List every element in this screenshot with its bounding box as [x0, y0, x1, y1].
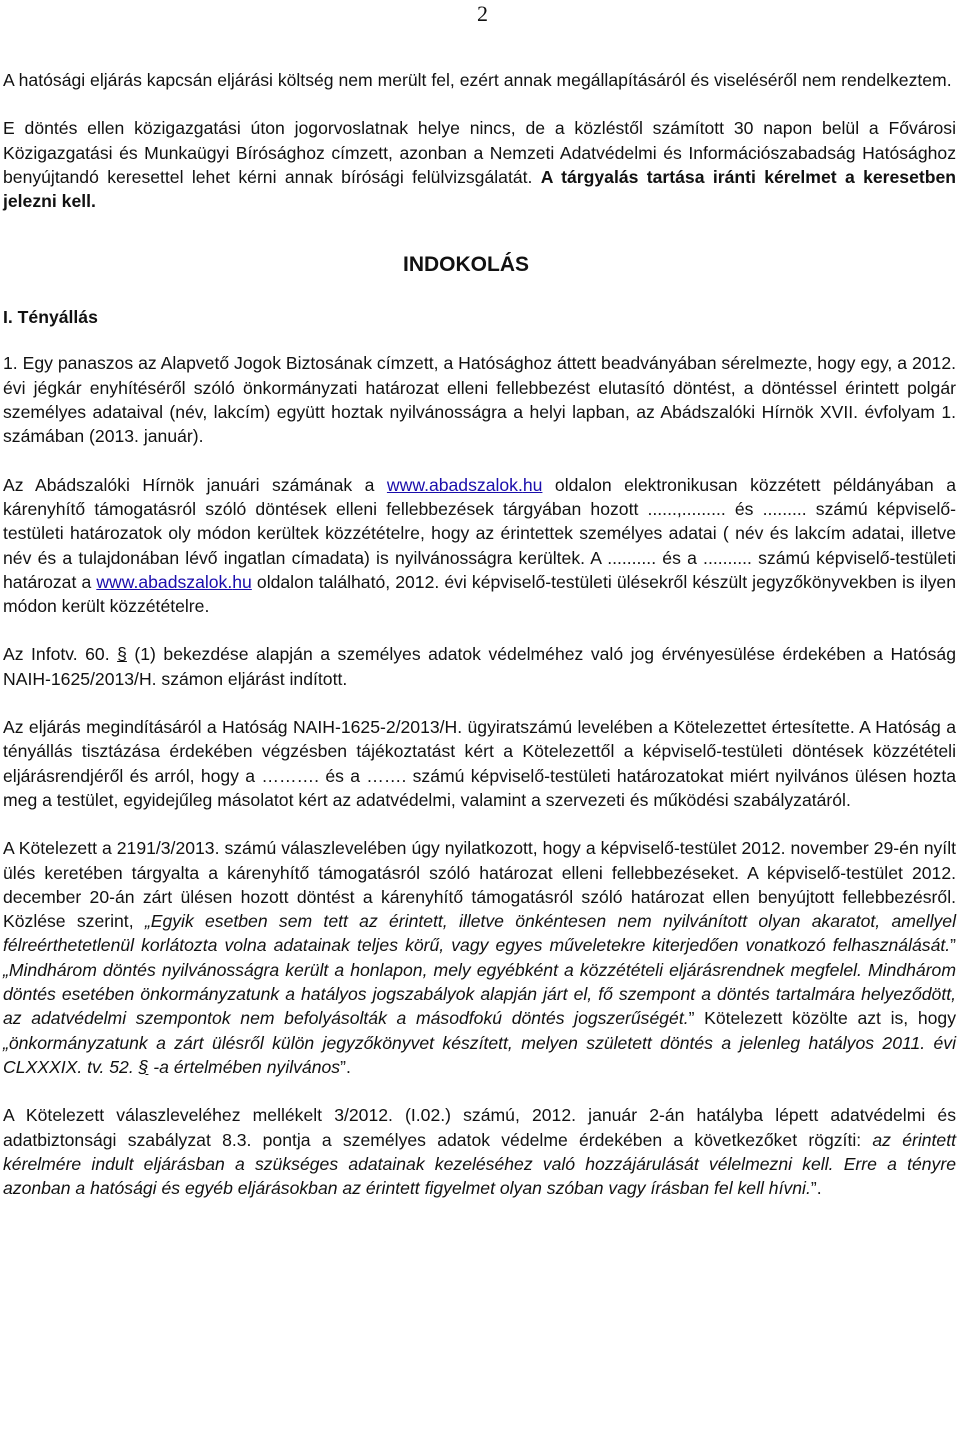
paragraph-response: A Kötelezett a 2191/3/2013. számú válaszlevelében úgy nyilatkozott, hogy a képviselő-testület 2012. november 29-én nyílt ülés keretében tárgyalta a kárenyhítő támogatásról szóló határozat elleni fellebbezéseket. A képviselő-testület 2012. december 20-án zárt ülésen hozott döntést a kárenyhítő támogatásról szóló határozat ellen benyújtott fellebbezésről. Közlése szerint, „Egyik esetben sem tett az érintett, illetve önkéntesen nem nyilvánított olyan akaratot, amellyel félreérthetetlenül korlátozta volna adatainak teljes körű, vagy egyes műveletekre kiterjedően vonatkozó felhasználását.” „Mindhárom döntés nyilvánosságra került a honlapon, mely egyébként a közzétételi eljárásrendnek megfelel. Mindhárom döntés esetében önkormányzatunk a hatályos jogszabályok alapján járt el, fő szempont a döntés tartalmára helyeződött, az adatvédelmi szempontok nem befolyásolták a másodfokú döntés jogszerűségét.” Kötelezett közölte azt is, hogy „önkormányzatunk a zárt ülésről külön jegyzőkönyvet készített, melyen született döntés a jelenleg hatályos 2011. évi CLXXXIX. tv. 52. § -a értelmében nyilvános”.	[3, 838, 956, 1077]
website-link-1[interactable]: www.abadszalok.hu	[386, 474, 543, 495]
paragraph-publication	[3, 473, 956, 619]
section-sign: §	[138, 1056, 149, 1077]
publication-text-b: oldalon elektronikusan közzétett példányában a kárenyhítő támogatásról szóló döntések elleni fellebbezések tárgyában hozott ......,......... és ......... számú képviselő-testületi határozatok oly módon kerültek közzétételre, hogy az érintettek személyes adatai ( név és lakcím adatai, illetve név és a tulajdonában lévő ingatlan címadata) is nyilvánosságra kerültek. A .......... és a .......... számú képviselő-testületi határozat a	[3, 474, 956, 592]
quote-regulation: az érintett kérelmére indult eljárásban a szükséges adatainak kezeléséhez való hozzájárulását vélelmezni kell. Erre a tényre azonban a hatósági és egyéb eljárásokban az érintett figyelmet olyan szóban vagy írásban fel kell hívni.	[3, 1129, 956, 1199]
paragraph-costs: A hatósági eljárás kapcsán eljárási költség nem merült fel, ezért annak megállapításáról és viseléséről nem rendelkeztem.	[3, 70, 952, 90]
paragraph-complaint: 1. Egy panaszos az Alapvető Jogok Biztosának címzett, a Hatósághoz áttett beadványában sérelmezte, hogy egy, a 2012. évi jégkár enyhítéséről szóló önkormányzati határozat elleni fellebbezést elutasító döntést, a döntéssel érintett polgár személyes adataival (név, lakcím) együtt hoztak nyilvánosságra a helyi lapban, az Abádszalóki Hírnök XVII. évfolyam 1. számában (2013. január).	[3, 353, 956, 447]
publication-text-a: Az Abádszalóki Hírnök januári számának a	[3, 474, 387, 495]
quote-2: „Mindhárom döntés nyilvánosságra került a honlapon, mely egyébként a közzétételi eljárásrendnek megfelel. Mindhárom döntés esetében önkormányzatunk a hatályos jogszabályok alapján járt el, fő szempont a döntés tartalmára helyeződött, az adatvédelmi szempontok nem befolyásolták a másodfokú döntés jogszerűségét.	[3, 959, 956, 1029]
paragraph-infotv: Az Infotv. 60. § (1) bekezdése alapján a személyes adatok védelméhez való jog érvényesülése érdekében a Hatóság NAIH-1625/2013/H. számon eljárást indított.	[3, 644, 956, 689]
paragraph-attachment: A Kötelezett válaszleveléhez mellékelt 3/2012. (I.02.) számú, 2012. január 2-án hatályba lépett adatvédelmi és adatbiztonsági szabályzat 8.3. pontja a személyes adatok védelme érdekében a következőket rögzíti: az érintett kérelmére indult eljárásban a szükséges adatainak kezeléséhez való hozzájárulását vélelmezni kell. Erre a tényre azonban a hatósági és egyéb eljárásokban az érintett figyelmet olyan szóban vagy írásban fel kell hívni.”.	[3, 1105, 956, 1199]
legal-remedy-bold: A tárgyalás tartása iránti kérelmet a keresetben jelezni kell.	[3, 166, 956, 212]
quote-1: „Egyik esetben sem tett az érintett, illetve önkéntesen nem nyilvánított olyan akaratot, amellyel félreérthetetlenül korlátozta volna adatainak teljes körű, vagy egyes műveletekre kiterjedően vonatkozó felhasználását.	[3, 911, 956, 956]
document-body	[3, 68, 956, 1200]
heading-indokolas: INDOKOLÁS	[403, 253, 529, 277]
page-number: 2	[477, 1, 488, 26]
paragraph-legal-remedy	[3, 116, 956, 213]
legal-remedy-text: E döntés ellen közigazgatási úton jogorvoslatnak helye nincs, de a közléstől számított 30 napon belül a Fővárosi Közigazgatási és Munkaügyi Bírósághoz címzett, azonban a Nemzeti Adatvédelmi és Információszabadság Hatósághoz benyújtandó keresettel lehet kérni annak bírósági felülvizsgálatát.	[3, 118, 956, 187]
website-link-2[interactable]: www.abadszalok.hu	[96, 571, 252, 592]
publication-text-c: oldalon található, 2012. évi képviselő-testületi ülésekről készült jegyzőkönyvekben is ilyen módon került közzétételre.	[3, 571, 956, 617]
section-title-tenyallas: I. Tényállás	[3, 307, 98, 328]
quote-3: „önkormányzatunk a zárt ülésről külön jegyzőkönyvet készített, melyen született döntés a jelenleg hatályos 2011. évi CLXXXIX. tv. 52. § -a értelmében nyilvános	[3, 1032, 956, 1077]
section-sign: §	[117, 644, 127, 665]
section-heading-block	[3, 253, 956, 351]
paragraph-procedure: Az eljárás megindításáról a Hatóság NAIH-1625-2/2013/H. ügyiratszámú levelében a Kötelezettet értesítette. A Hatóság a tényállás tisztázása érdekében végzésben tájékoztatást kért a Kötelezettől a képviselő-testületi döntések közzétételi eljárásrendjéről és arról, hogy a ………. és a ……. számú képviselő-testületi határozatokat miért nyilvános ülésen hozta meg a testület, egyidejűleg másolatot kért az adatvédelmi, valamint a szervezeti és működési szabályzatáról.	[3, 717, 956, 810]
